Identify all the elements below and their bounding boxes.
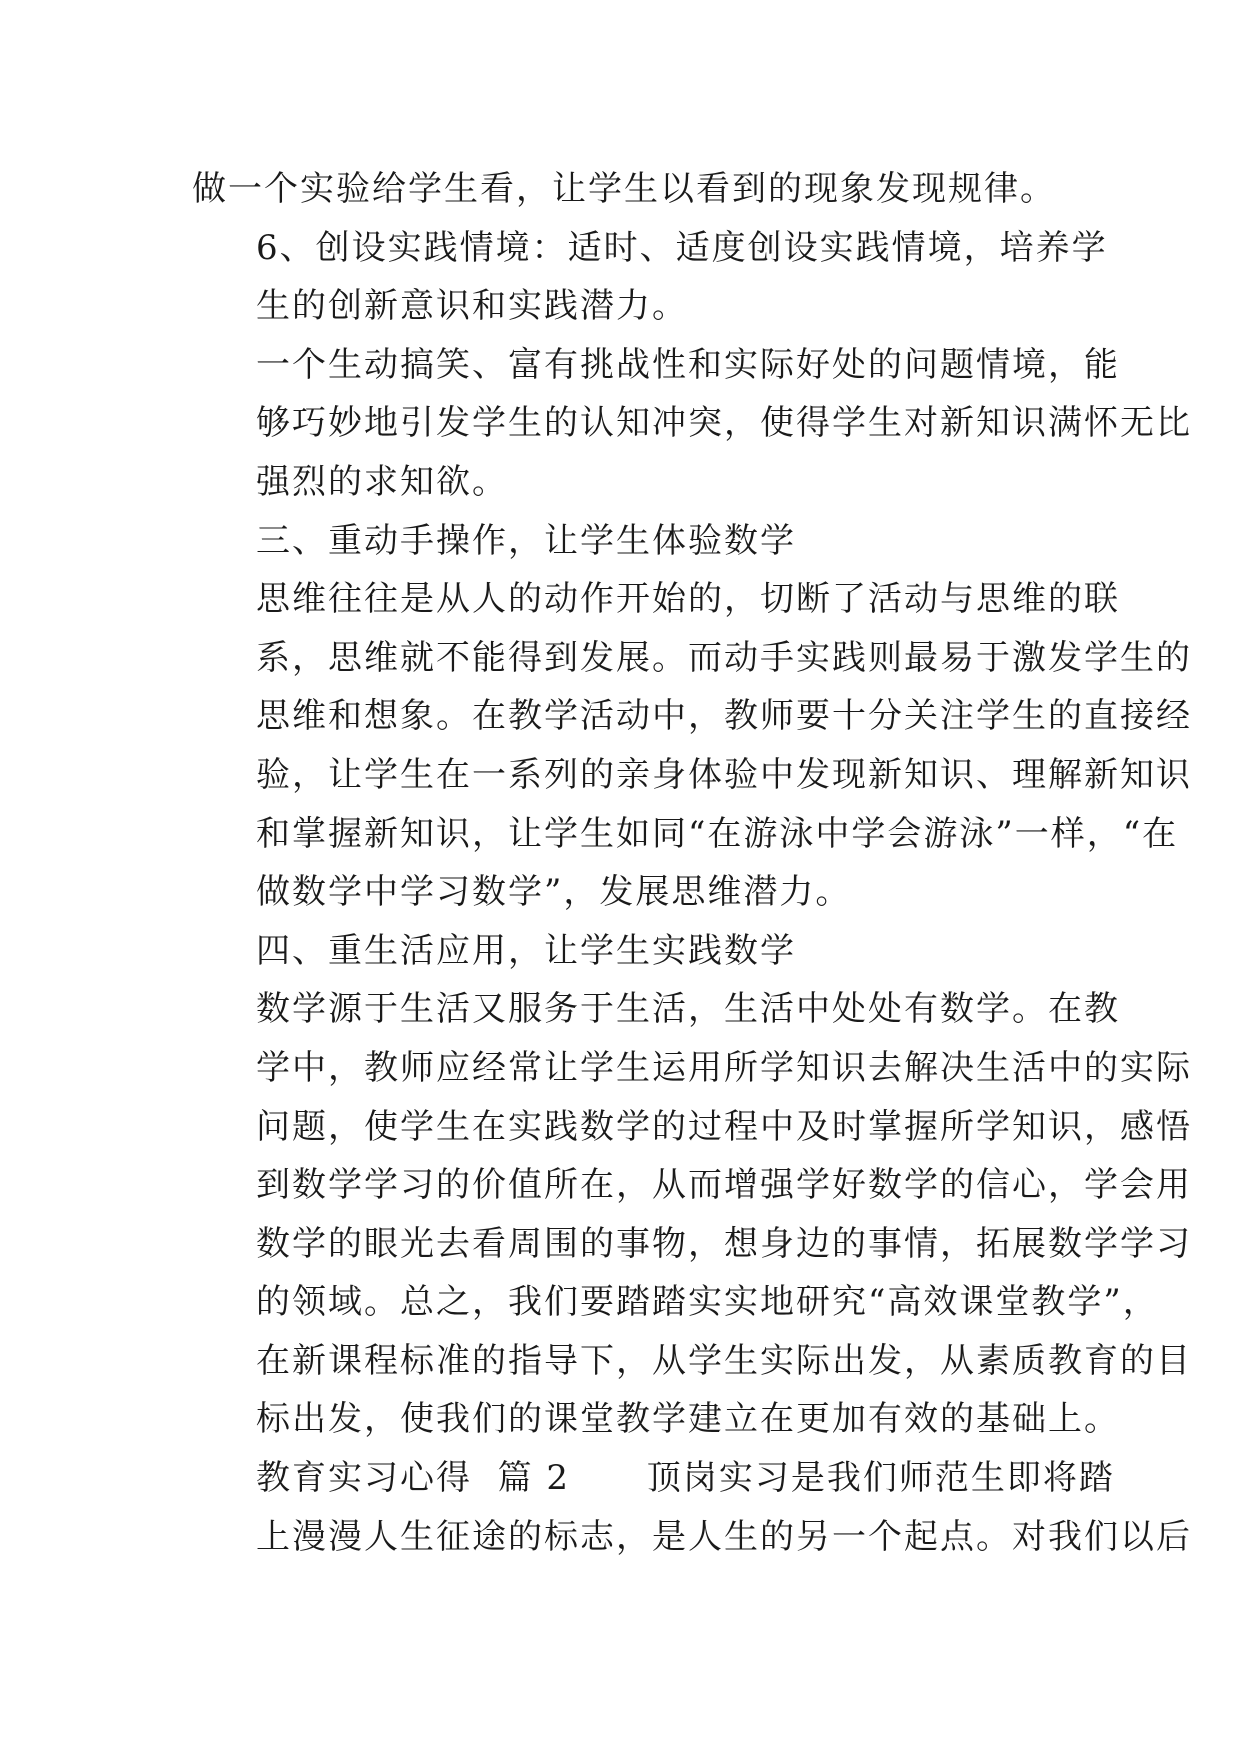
text-line: 一个生动搞笑、富有挑战性和实际好处的问题情境，能 <box>256 344 1120 385</box>
text-line: 到数学学习的价值所在，从而增强学好数学的信心，学会用 <box>256 1165 1192 1206</box>
paragraph <box>192 1449 1192 1566</box>
text-line: 问题，使学生在实践数学的过程中及时掌握所学知识，感悟 <box>256 1106 1192 1147</box>
text-line: 6、创设实践情境：适时、适度创设实践情境，培养学 <box>256 227 1108 268</box>
text-line: 做一个实验给学生看，让学生以看到的现象发现规律。 <box>192 169 1056 209</box>
text-line: 标出发，使我们的课堂教学建立在更加有效的基础上。 <box>256 1399 1120 1440</box>
text-line: 四、重生活应用，让学生实践数学 <box>256 930 796 971</box>
text-line: 和掌握新知识，让学生如同“在游泳中学会游泳”一样，“在 <box>256 813 1179 854</box>
text-line: 教育实习心得 篇 2 顶岗实习是我们师范生即将踏 <box>256 1458 1115 1499</box>
text-line: 验，让学生在一系列的亲身体验中发现新知识、理解新知识 <box>256 754 1192 795</box>
text-line: 思维往往是从人的动作开始的，切断了活动与思维的联 <box>256 579 1120 620</box>
paragraph <box>192 160 1056 219</box>
text-line: 数学源于生活又服务于生活，生活中处处有数学。在教 <box>256 989 1120 1030</box>
paragraph <box>192 219 1108 336</box>
text-line: 三、重动手操作，让学生体验数学 <box>256 520 796 561</box>
text-line: 数学的眼光去看周围的事物，想身边的事情，拓展数学学习 <box>256 1223 1192 1264</box>
text-line: 上漫漫人生征途的标志，是人生的另一个起点。对我们以后 <box>256 1516 1192 1557</box>
text-line: 强烈的求知欲。 <box>256 461 508 502</box>
paragraph <box>192 980 1192 1449</box>
paragraph <box>192 512 1048 571</box>
text-line: 生的创新意识和实践潜力。 <box>256 286 688 327</box>
text-line: 系，思维就不能得到发展。而动手实践则最易于激发学生的 <box>256 637 1192 678</box>
text-line: 学中，教师应经常让学生运用所学知识去解决生活中的实际 <box>256 1047 1192 1088</box>
paragraph <box>192 922 1048 981</box>
paragraph <box>192 570 1192 922</box>
text-line: 的领域。总之，我们要踏踏实实地研究“高效课堂教学”， <box>256 1282 1159 1323</box>
text-line: 思维和想象。在教学活动中，教师要十分关注学生的直接经 <box>256 696 1192 737</box>
text-line: 在新课程标准的指导下，从学生实际出发，从素质教育的目 <box>256 1340 1192 1381</box>
text-line: 够巧妙地引发学生的认知冲突，使得学生对新知识满怀无比 <box>256 403 1192 444</box>
document-body <box>192 160 1192 1566</box>
text-line: 做数学中学习数学”，发展思维潜力。 <box>256 872 852 913</box>
paragraph <box>192 336 1192 512</box>
